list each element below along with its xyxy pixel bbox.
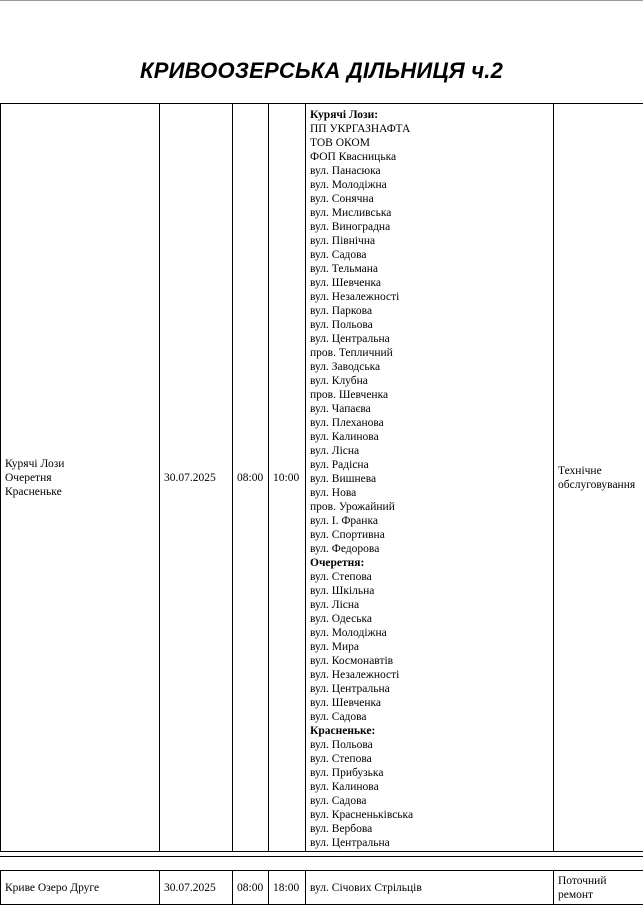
addresses-cell: вул. Січових Стрільців (306, 871, 554, 905)
address-line: вул. Вишнева (310, 472, 553, 486)
address-line: вул. Спортивна (310, 528, 553, 542)
address-line: вул. Заводська (310, 360, 553, 374)
address-line: вул. Центральна (310, 332, 553, 346)
address-line: вул. Садова (310, 710, 553, 724)
time-start-cell: 08:00 (233, 104, 269, 852)
address-line: вул. Центральна (310, 836, 553, 850)
address-line: вул. Садова (310, 794, 553, 808)
address-line: вул. Центральна (310, 682, 553, 696)
work-type-cell (554, 104, 643, 852)
address-line: ПП УКРГАЗНАФТА (310, 122, 553, 136)
outage-table-continued (0, 870, 643, 905)
address-line: вул. Польова (310, 318, 553, 332)
work-type-line: обслуговування (558, 478, 643, 492)
address-line: вул. Панасюка (310, 164, 553, 178)
address-line: пров. Шевченка (310, 388, 553, 402)
address-line: вул. Калинова (310, 780, 553, 794)
address-line: вул. Незалежності (310, 668, 553, 682)
settlement-heading: Красненьке: (310, 724, 553, 738)
address-line: вул. Плеханова (310, 416, 553, 430)
address-line: вул. Прибузька (310, 766, 553, 780)
address-line: вул. Мисливська (310, 206, 553, 220)
address-line: вул. Польова (310, 738, 553, 752)
address-line: пров. Тепличний (310, 346, 553, 360)
address-line: вул. Лісна (310, 444, 553, 458)
time-start-cell: 08:00 (233, 871, 269, 905)
address-line: вул. Сонячна (310, 192, 553, 206)
address-line: пров. Урожайний (310, 500, 553, 514)
page-top-rule (0, 0, 643, 1)
settlements-cell (1, 871, 160, 905)
address-line: вул. Радісна (310, 458, 553, 472)
settlements-cell (1, 104, 160, 852)
settlement-name: Красненьке (5, 485, 159, 499)
address-line: вул. Красненьківська (310, 808, 553, 822)
address-line: вул. Північна (310, 234, 553, 248)
address-line: вул. Степова (310, 570, 553, 584)
address-line: вул. Вербова (310, 822, 553, 836)
address-line: вул. Шевченка (310, 276, 553, 290)
table-row (1, 871, 643, 905)
settlement-heading: Курячі Лози: (310, 108, 553, 122)
row-separator (0, 856, 643, 857)
address-line: вул. Нова (310, 486, 553, 500)
address-line: вул. Молодіжна (310, 178, 553, 192)
address-line: вул. Шевченка (310, 696, 553, 710)
page-title: КРИВООЗЕРСЬКА ДІЛЬНИЦЯ ч.2 (0, 58, 643, 84)
address-line: вул. Паркова (310, 304, 553, 318)
address-line: вул. Степова (310, 752, 553, 766)
address-line: вул. Федорова (310, 542, 553, 556)
work-type-line: Технічне (558, 464, 643, 478)
settlement-name: Курячі Лози (5, 457, 159, 471)
address-line: вул. Незалежності (310, 290, 553, 304)
address-line: вул. Молодіжна (310, 626, 553, 640)
address-line: вул. Космонавтів (310, 654, 553, 668)
address-line: вул. Мира (310, 640, 553, 654)
date-cell: 30.07.2025 (160, 871, 233, 905)
settlement-heading: Очеретня: (310, 556, 553, 570)
address-line: ТОВ ОКОМ (310, 136, 553, 150)
address-line: вул. Садова (310, 248, 553, 262)
time-end-cell: 10:00 (269, 104, 306, 852)
settlement-name: Криве Озеро Друге (5, 881, 159, 895)
address-line: вул. Виноградна (310, 220, 553, 234)
table-row (1, 104, 643, 852)
address-line: вул. Лісна (310, 598, 553, 612)
work-type-line: ремонт (558, 888, 643, 902)
address-line: вул. Одеська (310, 612, 553, 626)
address-line: вул. І. Франка (310, 514, 553, 528)
work-type-line: Поточний (558, 874, 643, 888)
address-line: ФОП Квасницька (310, 150, 553, 164)
address-line: вул. Тельмана (310, 262, 553, 276)
address-line: вул. Клубна (310, 374, 553, 388)
address-line: вул. Шкільна (310, 584, 553, 598)
work-type-cell (554, 871, 643, 905)
addresses-cell (306, 104, 554, 852)
time-end-cell: 18:00 (269, 871, 306, 905)
date-cell: 30.07.2025 (160, 104, 233, 852)
address-line: вул. Калинова (310, 430, 553, 444)
settlement-name: Очеретня (5, 471, 159, 485)
outage-table (0, 103, 643, 852)
address-line: вул. Чапаєва (310, 402, 553, 416)
